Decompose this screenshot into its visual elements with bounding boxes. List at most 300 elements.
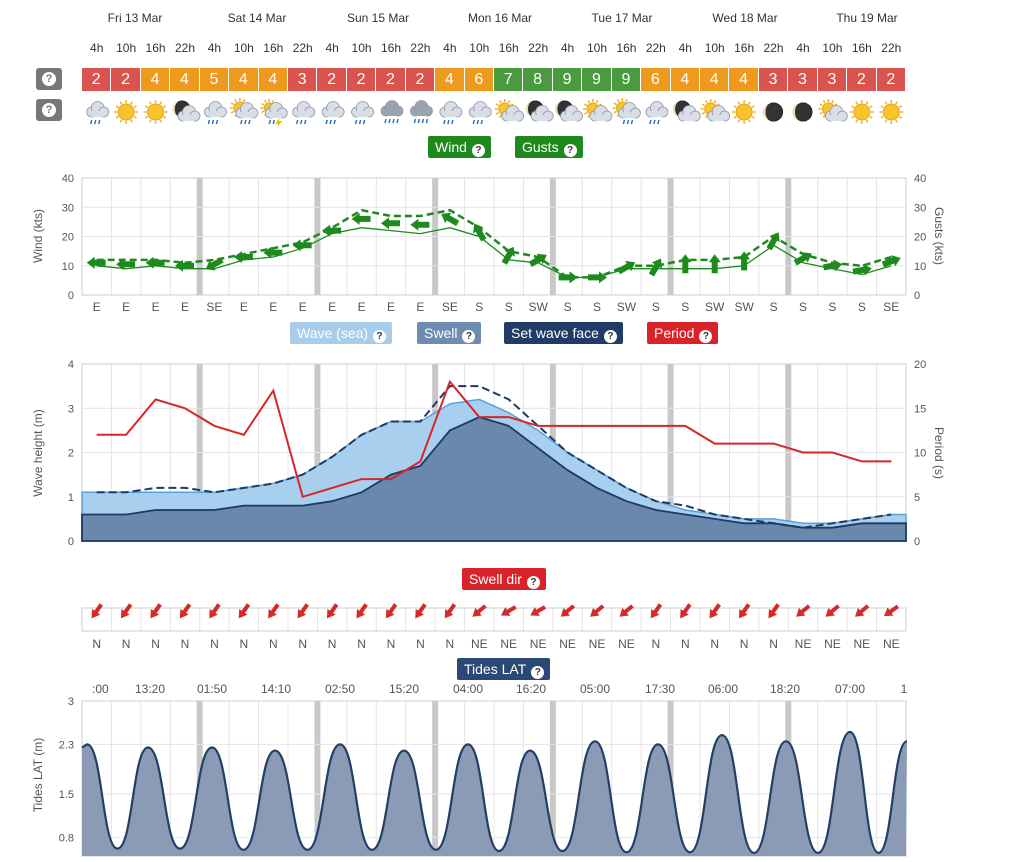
- swell-dir-arrow: [676, 602, 694, 622]
- swell-direction-label: N: [739, 637, 749, 651]
- swell-direction-label: N: [239, 637, 249, 651]
- moon-icon: [792, 103, 812, 121]
- swell-dir-arrow-shape: [411, 602, 429, 622]
- hour-label: 10h: [116, 41, 137, 55]
- swell-dir-arrow-shape: [352, 602, 370, 622]
- swell-dir-arrow-shape: [647, 602, 665, 622]
- help-icon: ?: [527, 576, 540, 589]
- sun-ray: [160, 102, 162, 105]
- wind-arrow: [559, 271, 578, 283]
- rating-cell: 6: [465, 68, 494, 91]
- wind-arrow: [588, 271, 607, 283]
- tides-legend-button[interactable]: Tides LAT ?: [457, 658, 550, 680]
- rating-cell: 4: [170, 68, 199, 91]
- rain-drop: [305, 120, 306, 124]
- swell-direction-label: N: [327, 637, 337, 651]
- sun-ray: [881, 117, 884, 119]
- swell-dir-arrow-shape: [881, 602, 901, 620]
- weather-help-button[interactable]: [36, 99, 62, 121]
- swell-direction-label: NE: [500, 637, 518, 651]
- hour-label: 10h: [822, 41, 843, 55]
- swell-dir-arrow: [205, 602, 223, 622]
- hour-label: 22h: [763, 41, 784, 55]
- y-axis-label: Wave height (m): [31, 409, 45, 497]
- y-tick-label: 0.8: [58, 832, 74, 845]
- sun-ray: [706, 100, 708, 103]
- cloud-base: [270, 112, 282, 118]
- rain-drop: [360, 120, 361, 124]
- swell-dir-arrow: [323, 602, 341, 622]
- rain-drop: [208, 120, 209, 124]
- rating-cell: 4: [229, 68, 258, 91]
- swell-direction-label: N: [445, 637, 455, 651]
- tide-time-label: 17:30: [644, 682, 676, 696]
- swell-direction-label: N: [386, 637, 396, 651]
- y-tick-label: 4: [67, 359, 74, 371]
- day-label: Tue 17 Mar: [591, 11, 653, 25]
- hour-label: 22h: [410, 41, 431, 55]
- moon-cloud-icon: [526, 101, 554, 121]
- wind-arrow: [322, 225, 341, 237]
- sun-ray: [820, 113, 823, 115]
- sun-ray: [496, 104, 499, 106]
- y2-tick-label: 0: [914, 290, 921, 302]
- y2-tick-label: 10: [914, 447, 927, 460]
- wind-arrow: [293, 239, 312, 251]
- swell-direction-label: NE: [853, 637, 871, 651]
- sun-disc: [854, 104, 870, 120]
- rain-drop: [330, 120, 331, 124]
- rain-drop: [364, 120, 365, 124]
- gusts-legend-button[interactable]: Gusts ?: [515, 136, 583, 158]
- cloud-base: [651, 111, 663, 117]
- wind-direction-label: E: [269, 300, 278, 314]
- hour-label: 10h: [233, 41, 254, 55]
- hour-label: 4h: [560, 41, 575, 55]
- help-icon: ?: [564, 144, 577, 157]
- tide-time-label: 01:50: [196, 682, 228, 696]
- swell-dir-arrow-shape: [87, 602, 105, 622]
- y-tick-label: 10: [61, 260, 74, 273]
- swell-legend-button[interactable]: Swell ?: [417, 322, 481, 344]
- rating-help-button[interactable]: [36, 68, 62, 90]
- tide-time-label: 18:20: [769, 682, 801, 696]
- wind-direction-label: E: [386, 300, 396, 314]
- swell-direction-label: N: [180, 637, 190, 651]
- tide-time-label: 15:20: [388, 682, 420, 696]
- sun-ray: [617, 99, 619, 102]
- cloud-base: [241, 112, 253, 118]
- sun-ray: [851, 106, 854, 108]
- swell-dir-arrow-shape: [205, 602, 223, 622]
- swell-dir-arrow-shape: [293, 602, 311, 622]
- y2-axis-label: Period (s): [932, 426, 946, 480]
- swell-dir-arrow-shape: [822, 602, 841, 621]
- wind-direction-label: SW: [616, 300, 637, 314]
- wind-direction-label: S: [828, 300, 837, 314]
- tide-time-label: 14:10: [260, 682, 292, 696]
- y2-tick-label: 40: [914, 173, 927, 185]
- swell-dir-arrow: [616, 602, 635, 621]
- rain-drop: [326, 120, 327, 124]
- help-icon: ?: [531, 666, 544, 679]
- rain-cloud-icon: [469, 102, 491, 125]
- hour-label: 22h: [528, 41, 549, 55]
- sun-ray: [145, 106, 148, 108]
- help-icon: ?: [42, 72, 56, 86]
- rain-drop: [273, 120, 274, 124]
- swell-dir-arrow-shape: [323, 602, 341, 622]
- rain-drop: [241, 120, 242, 124]
- swell-dir-arrow-shape: [587, 602, 606, 621]
- y2-tick-label: 0: [914, 536, 921, 548]
- swell-direction-label: NE: [882, 637, 900, 651]
- sun-ray: [597, 100, 599, 103]
- thunder-rain-icon: [260, 99, 287, 128]
- cloud-base: [415, 110, 427, 116]
- rating-cell: 2: [111, 68, 140, 91]
- hour-label: 22h: [174, 41, 196, 55]
- wind-direction-label: SW: [528, 300, 548, 314]
- rating-cell: 4: [141, 68, 170, 91]
- rating-cell: 3: [788, 68, 817, 91]
- swell-dir-arrow: [881, 602, 901, 620]
- sun-ray: [752, 117, 755, 119]
- swell-dir-arrow-shape: [705, 602, 723, 622]
- hour-label: 16h: [734, 41, 755, 55]
- wind-direction-label: SW: [734, 300, 754, 314]
- sun-cloud-icon: [701, 99, 730, 121]
- swell-dir-arrow-shape: [852, 602, 871, 621]
- tide-time-label: 16:20: [515, 682, 547, 696]
- wind-direction-label: S: [504, 300, 513, 314]
- cloud-base: [713, 115, 725, 121]
- wind-arrow: [616, 257, 638, 277]
- sun-ray: [116, 117, 119, 119]
- sun-ray: [231, 112, 234, 114]
- help-icon: ?: [42, 103, 56, 117]
- sun-rain-icon: [230, 98, 258, 124]
- sun-ray: [588, 115, 590, 118]
- swell-direction-label: N: [416, 637, 425, 651]
- wind-direction-label: S: [651, 300, 660, 314]
- hour-label: 10h: [586, 41, 608, 55]
- rain-drop: [627, 120, 628, 124]
- plot-grid: [82, 178, 906, 295]
- swell-dir-arrow: [146, 602, 164, 622]
- wind-arrow-shape: [559, 271, 578, 283]
- set-wave-face-legend-button[interactable]: Set wave face ?: [504, 322, 623, 344]
- y-tick-label: 2.3: [58, 739, 74, 752]
- swell-dir-legend-button[interactable]: Swell dir ?: [462, 568, 546, 590]
- rain-drop: [301, 120, 302, 124]
- wind-direction-label: E: [92, 300, 101, 314]
- swell-dir-arrow: [176, 602, 194, 622]
- swell-dir-arrow: [117, 602, 135, 622]
- sun-ray: [714, 100, 716, 103]
- swell-direction-label: NE: [794, 637, 812, 651]
- cloud-base: [209, 111, 221, 117]
- swell-dir-arrow: [764, 602, 782, 622]
- swell-dir-arrow-shape: [235, 602, 253, 622]
- sun-icon: [144, 100, 168, 124]
- sun-ray: [120, 102, 122, 105]
- y-tick-label: 20: [61, 231, 74, 244]
- y-tick-label: 0: [67, 290, 74, 302]
- rating-cell: 2: [347, 68, 376, 91]
- y-tick-label: 0: [67, 536, 74, 548]
- rain-cloud-icon: [322, 102, 344, 125]
- y2-tick-label: 5: [914, 491, 921, 504]
- wind-arrow-shape: [322, 225, 341, 237]
- tide-time-label: 07:00: [834, 682, 866, 696]
- wave-legend-button[interactable]: Wave (sea) ?: [290, 322, 392, 344]
- swell-dir-arrow: [382, 602, 400, 622]
- swell-dir-arrow: [528, 603, 548, 620]
- rain-drop: [654, 120, 655, 124]
- hour-label: 16h: [145, 41, 166, 55]
- rating-cell: 2: [406, 68, 435, 91]
- rain-drop: [397, 119, 398, 123]
- rain-drop: [249, 120, 250, 124]
- rain-drop: [444, 120, 445, 124]
- wind-arrow-shape: [616, 257, 638, 277]
- swell-dir-arrow-shape: [764, 602, 782, 622]
- sun-ray: [866, 102, 868, 105]
- sun-ray: [116, 106, 119, 108]
- rating-cell: 2: [82, 68, 111, 91]
- sun-ray: [702, 104, 705, 106]
- swell-direction-label: N: [357, 637, 366, 651]
- sun-ray: [856, 102, 858, 105]
- hour-label: 16h: [263, 41, 284, 55]
- rating-cell: 4: [671, 68, 700, 91]
- sun-icon: [732, 100, 756, 124]
- wind-direction-label: S: [592, 300, 602, 314]
- swell-dir-arrow: [822, 602, 841, 621]
- wind-direction-label: E: [298, 300, 307, 314]
- day-label: Sun 15 Mar: [346, 11, 410, 25]
- hour-label: 16h: [498, 41, 519, 55]
- rain-drop: [334, 120, 335, 124]
- rain-drop: [269, 120, 270, 124]
- sun-ray: [134, 106, 137, 108]
- hour-label: 22h: [881, 41, 902, 55]
- rating-cell: 4: [729, 68, 758, 91]
- sun-ray: [265, 100, 267, 103]
- rating-cell: 2: [847, 68, 876, 91]
- sun-cloud-icon: [495, 99, 524, 121]
- y2-tick-label: 30: [914, 202, 927, 215]
- rain-drop: [418, 119, 419, 123]
- help-icon: ?: [373, 330, 386, 343]
- period-legend-button[interactable]: Period ?: [647, 322, 718, 344]
- sun-ray: [261, 104, 264, 106]
- swell-direction-label: N: [210, 637, 219, 651]
- rating-cell: 9: [582, 68, 611, 91]
- sun-ray: [820, 104, 823, 106]
- sun-ray: [881, 106, 884, 108]
- wind-arrow-shape: [709, 254, 721, 273]
- swell-direction-label: N: [92, 637, 102, 651]
- sun-cloud-icon: [583, 99, 612, 121]
- wind-direction-label: E: [239, 300, 248, 314]
- cloud-base: [566, 115, 578, 121]
- swell-dir-arrow: [647, 602, 665, 622]
- y-axis-label: Wind (kts): [31, 209, 45, 263]
- y-tick-label: 3: [67, 403, 74, 416]
- swell-dir-arrow: [87, 602, 105, 622]
- sun-ray: [500, 100, 502, 103]
- rain-drop: [385, 119, 386, 123]
- rating-cell: 4: [700, 68, 729, 91]
- rating-cell: 2: [317, 68, 346, 91]
- hour-label: 16h: [616, 41, 637, 55]
- sun-ray: [500, 115, 502, 118]
- rain-cloud-icon: [293, 102, 315, 125]
- wind-legend-button[interactable]: Wind ?: [428, 136, 491, 158]
- rain-drop: [473, 120, 474, 124]
- sun-ray: [752, 106, 755, 108]
- sun-ray: [734, 106, 737, 108]
- swell-dir-arrow-shape: [441, 602, 459, 622]
- day-label: Fri 13 Mar: [107, 11, 163, 25]
- rating-cell: 4: [259, 68, 288, 91]
- swell-dir-arrow-shape: [793, 602, 812, 621]
- sun-icon: [114, 100, 138, 124]
- swell-dir-arrow-shape: [557, 602, 576, 621]
- swell-dir-arrow: [235, 602, 253, 622]
- swell-dir-arrow: [557, 602, 576, 621]
- help-icon: ?: [472, 144, 485, 157]
- swell-dir-arrow: [441, 602, 459, 622]
- sun-ray: [163, 117, 166, 119]
- rating-cell: 7: [494, 68, 523, 91]
- y2-tick-label: 20: [914, 231, 927, 244]
- rating-cell: 2: [376, 68, 405, 91]
- swell-direction-label: N: [298, 637, 308, 651]
- rain-drop: [91, 120, 92, 124]
- sun-ray: [738, 102, 740, 105]
- rain-cloud-icon: [204, 102, 226, 125]
- wind-direction-label: S: [769, 300, 778, 314]
- sun-rain-icon: [612, 98, 640, 124]
- hour-label: 22h: [645, 41, 666, 55]
- heavy-rain-icon: [410, 101, 432, 124]
- rain-drop: [216, 120, 217, 124]
- sun-ray: [261, 111, 264, 113]
- hour-label: 4h: [207, 41, 222, 55]
- wind-direction-label: S: [563, 300, 572, 314]
- swell-dir-arrow: [411, 602, 429, 622]
- rain-drop: [426, 119, 427, 123]
- sun-ray: [145, 117, 148, 119]
- sun-ray: [851, 117, 854, 119]
- rain-drop: [631, 120, 632, 124]
- sun-disc: [883, 104, 899, 120]
- sun-disc: [148, 104, 164, 120]
- sun-ray: [896, 120, 898, 123]
- y-tick-label: 40: [61, 173, 74, 185]
- tide-time-label: 06:00: [707, 682, 739, 696]
- swell-dir-arrow: [293, 602, 311, 622]
- swell-direction-label: N: [651, 637, 661, 651]
- rating-cell: 8: [523, 68, 552, 91]
- rating-cell: 9: [612, 68, 641, 91]
- wind-direction-label: SE: [441, 300, 458, 314]
- swell-dir-arrow-shape: [264, 602, 282, 622]
- swell-dir-arrow-shape: [498, 603, 518, 620]
- day-label: Mon 16 Mar: [467, 11, 533, 25]
- swell-dir-arrow-shape: [146, 602, 164, 622]
- sun-ray: [131, 102, 133, 105]
- wind-direction-label: E: [180, 300, 190, 314]
- wind-direction-label: SE: [206, 300, 223, 314]
- swell-dir-arrow-shape: [176, 602, 194, 622]
- sun-ray: [626, 99, 628, 102]
- cloud-base: [183, 115, 195, 121]
- hour-label: 10h: [351, 41, 372, 55]
- moon-icon: [763, 103, 783, 121]
- rain-drop: [658, 120, 659, 124]
- hour-label: 4h: [90, 41, 104, 55]
- help-icon: ?: [462, 330, 475, 343]
- rating-cell: 3: [818, 68, 847, 91]
- sun-cloud-icon: [818, 99, 847, 121]
- sun-ray: [823, 115, 825, 118]
- tide-time-label: 05:00: [579, 682, 611, 696]
- sun-ray: [870, 106, 873, 108]
- rating-cell: 6: [641, 68, 670, 91]
- swell-dir-arrow: [793, 602, 812, 621]
- swell-dir-arrow: [852, 602, 871, 621]
- rain-drop: [448, 120, 449, 124]
- sun-ray: [508, 100, 510, 103]
- sun-icon: [879, 100, 903, 124]
- y2-axis-label: Gusts (kts): [932, 206, 946, 266]
- swell-dir-arrow-shape: [528, 603, 548, 620]
- swell-dir-arrow-shape: [469, 602, 488, 621]
- swell-dir-arrow-shape: [676, 602, 694, 622]
- rating-cell: 2: [877, 68, 906, 91]
- swell-direction-label: NE: [588, 637, 606, 651]
- rain-drop: [477, 120, 478, 124]
- sun-ray: [856, 120, 858, 123]
- y-tick-label: 3: [67, 696, 74, 708]
- moon-cloud-icon: [673, 101, 701, 121]
- wind-direction-label: SW: [705, 300, 725, 314]
- moon-cloud-icon: [555, 101, 583, 121]
- sun-ray: [899, 106, 902, 108]
- swell-dir-arrow: [469, 602, 488, 621]
- hour-label: 10h: [469, 41, 490, 55]
- sun-ray: [163, 106, 166, 108]
- sun-icon: [850, 100, 874, 124]
- day-label: Thu 19 Mar: [836, 11, 898, 25]
- swell-dir-arrow: [735, 602, 753, 622]
- sun-ray: [866, 120, 868, 123]
- heavy-rain-icon: [381, 101, 403, 124]
- sun-ray: [870, 117, 873, 119]
- rain-drop: [297, 120, 298, 124]
- day-label: Wed 18 Mar: [712, 11, 778, 25]
- rating-cell: 3: [288, 68, 317, 91]
- y2-tick-label: 15: [914, 403, 927, 416]
- swell-direction-label: N: [121, 637, 131, 651]
- cloud-base: [327, 111, 339, 117]
- sun-ray: [706, 115, 708, 118]
- day-label: Sat 14 Mar: [227, 11, 287, 25]
